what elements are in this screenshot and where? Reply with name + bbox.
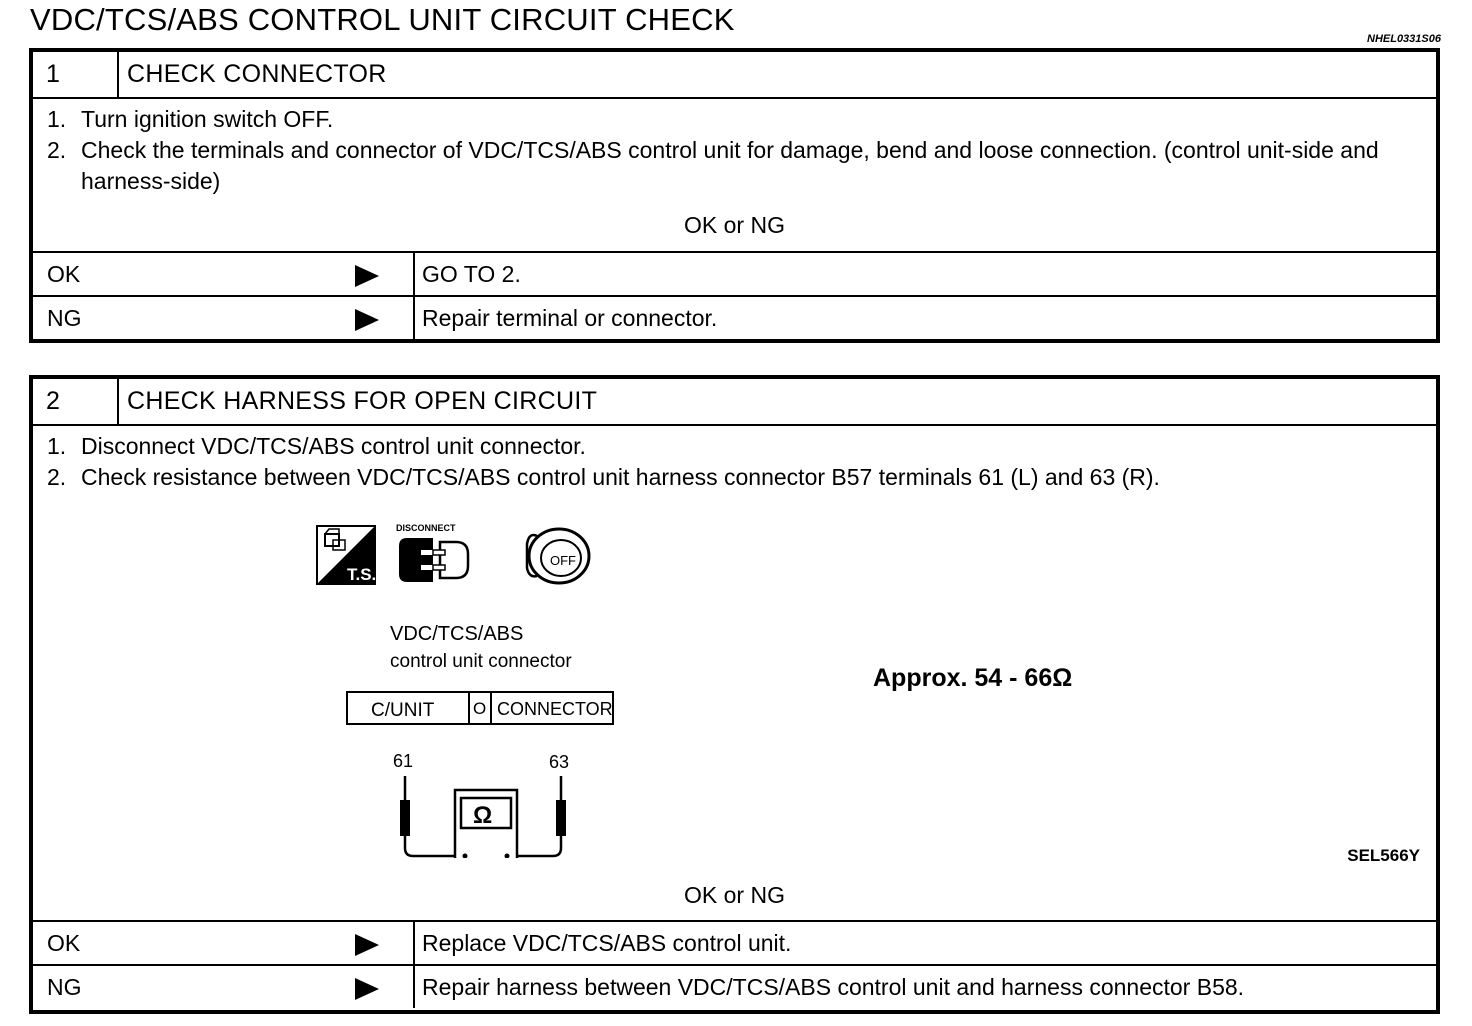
arrow-right-icon (355, 265, 379, 287)
instruction-text: Disconnect VDC/TCS/ABS control unit connector. (81, 433, 586, 459)
step-2-title: CHECK HARNESS FOR OPEN CIRCUIT (127, 387, 598, 415)
terminal-63-label: 63 (549, 752, 570, 772)
result-label: OK (47, 929, 81, 956)
ohm-symbol: Ω (473, 802, 493, 829)
step-2-instructions (47, 431, 1422, 493)
result-action: Repair harness between VDC/TCS/ABS control unit and harness connector B58. (422, 973, 1245, 1000)
ignition-off-label: OFF (550, 553, 576, 568)
ts-icon-label: T.S. (347, 565, 377, 584)
o-label: O (473, 699, 487, 718)
step-1-box (29, 48, 1440, 343)
connector-title-line1: VDC/TCS/ABS (390, 623, 524, 645)
instruction-number: 1. (47, 433, 67, 459)
step-1-title: CHECK CONNECTOR (127, 60, 387, 88)
result-action: Repair terminal or connector. (422, 304, 718, 331)
arrow-right-icon (355, 978, 379, 1000)
disconnect-icon (396, 523, 468, 582)
instruction-text: Turn ignition switch OFF. (81, 106, 334, 132)
step-1-instructions (47, 104, 1422, 197)
step-2-header (33, 379, 1436, 426)
result-label: OK (47, 260, 81, 287)
step-1-result-ok (33, 251, 1436, 295)
step-2-box (29, 375, 1440, 1014)
page-title: VDC/TCS/ABS CONTROL UNIT CIRCUIT CHECK (30, 2, 735, 37)
step-2-result-ng (33, 964, 1436, 1008)
arrow-right-icon (355, 934, 379, 956)
instruction-item (47, 135, 1422, 197)
instruction-text: Check the terminals and connector of VDC/TCS/ABS control unit for damage, bend and loose connection. (control unit-side and harness-side) (81, 137, 1379, 194)
result-action: Replace VDC/TCS/ABS control unit. (422, 929, 792, 956)
step-1-ok-ng-prompt: OK or NG (684, 212, 785, 238)
document-code: NHEL0331S06 (1367, 33, 1441, 45)
ignition-off-icon (527, 529, 589, 583)
step-1-header (33, 52, 1436, 99)
step-2-ok-ng-prompt: OK or NG (684, 882, 785, 908)
instruction-number: 1. (47, 106, 67, 132)
step-1-number: 1 (33, 52, 119, 97)
instruction-number: 2. (47, 137, 67, 163)
ohmmeter-icon (455, 790, 517, 858)
step-1-body (33, 99, 1436, 251)
result-label: NG (47, 973, 82, 1000)
step-2-result-ok (33, 920, 1436, 964)
connector-label-box (347, 692, 613, 724)
step-1-result-ng (33, 295, 1436, 339)
resistance-check-figure (303, 518, 623, 858)
step-2-body (33, 426, 1436, 920)
instruction-text: Check resistance between VDC/TCS/ABS control unit harness connector B57 terminals 61 (L) and 63 (R). (81, 464, 1160, 490)
result-label: NG (47, 304, 82, 331)
cunit-label: C/UNIT (371, 700, 435, 721)
connector-title-line2: control unit connector (390, 651, 572, 672)
result-action: GO TO 2. (422, 260, 521, 287)
step-2-number: 2 (33, 379, 119, 424)
disconnect-label: DISCONNECT (396, 523, 456, 533)
instruction-item (47, 462, 1422, 493)
instruction-number: 2. (47, 464, 67, 490)
connector-label: CONNECTOR (497, 699, 613, 719)
resistance-spec: Approx. 54 - 66Ω (873, 664, 1073, 692)
figure-code: SEL566Y (1347, 846, 1420, 865)
instruction-item (47, 104, 1422, 135)
terminal-61-label: 61 (393, 751, 414, 771)
instruction-item (47, 431, 1422, 462)
arrow-right-icon (355, 309, 379, 331)
ts-icon (317, 526, 376, 584)
